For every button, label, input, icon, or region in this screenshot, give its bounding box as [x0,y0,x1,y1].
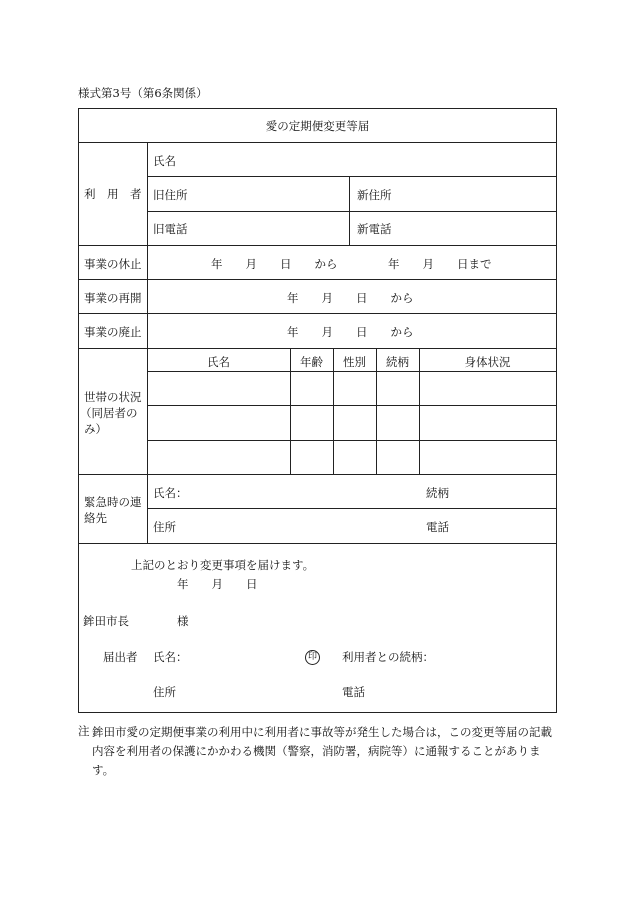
suspension-label: 事業の休止 [84,257,142,271]
suspension-from: 年 月 日 から [211,257,338,271]
applicant-phone-label: 電話 [342,685,365,699]
old-address-label: 旧住所 [153,188,188,202]
applicant-label: 届出者 [103,650,138,664]
emergency-address-label: 住所 [153,520,176,534]
emergency-name-label: 氏名： [153,486,188,500]
declaration-date: 年 月 日 [177,577,258,591]
household-header-relation: 続柄 [386,355,409,369]
user-name-label: 氏名 [153,154,176,168]
new-phone-label: 新電話 [357,222,392,236]
mayor-label: 鉾田市長 [83,614,129,628]
new-address-label: 新住所 [357,188,392,202]
note-body: 鉾田市愛の定期便事業の利用中に利用者に事故等が発生した場合は，この変更等届の記載内容を利用者の保護にかかわる機関（警察，消防署，病院等）に通報することがあります。 [92,725,552,777]
emergency-label-1: 緊急時の連 [84,495,142,509]
form-title: 愛の定期便変更等届 [265,119,370,133]
household-label-2: （同居者の [80,406,138,420]
user-label: 利 用 者 [84,187,142,201]
note-mark: 注 [78,724,90,738]
resume-date: 年 月 日 から [287,291,414,305]
mayor-honorific: 様 [177,614,189,628]
emergency-label-2: 絡先 [84,511,107,525]
resume-label: 事業の再開 [84,291,142,305]
old-phone-label: 旧電話 [153,222,188,236]
emergency-relation-label: 続柄 [426,486,449,500]
declaration-statement: 上記のとおり変更事項を届けます。 [131,558,315,572]
household-header-age: 年齢 [300,355,323,369]
emergency-phone-label: 電話 [426,520,449,534]
household-header-condition: 身体状況 [464,355,511,369]
applicant-name-label: 氏名： [153,650,188,664]
applicant-address-label: 住所 [153,685,176,699]
suspension-to: 年 月 日まで [388,257,492,271]
note-text [78,723,558,780]
household-label-3: み） [84,422,107,436]
household-header-name: 氏名 [207,355,230,369]
abolish-label: 事業の廃止 [84,325,142,339]
abolish-date: 年 月 日 から [287,325,414,339]
form-number: 様式第3号（第6条関係） [78,86,208,100]
household-header-sex: 性別 [343,355,366,369]
seal-icon [305,648,320,665]
seal-mark: 印 [305,650,320,665]
household-label-1: 世帯の状況 [84,390,142,404]
relation-to-user-label: 利用者との続柄： [342,650,434,664]
